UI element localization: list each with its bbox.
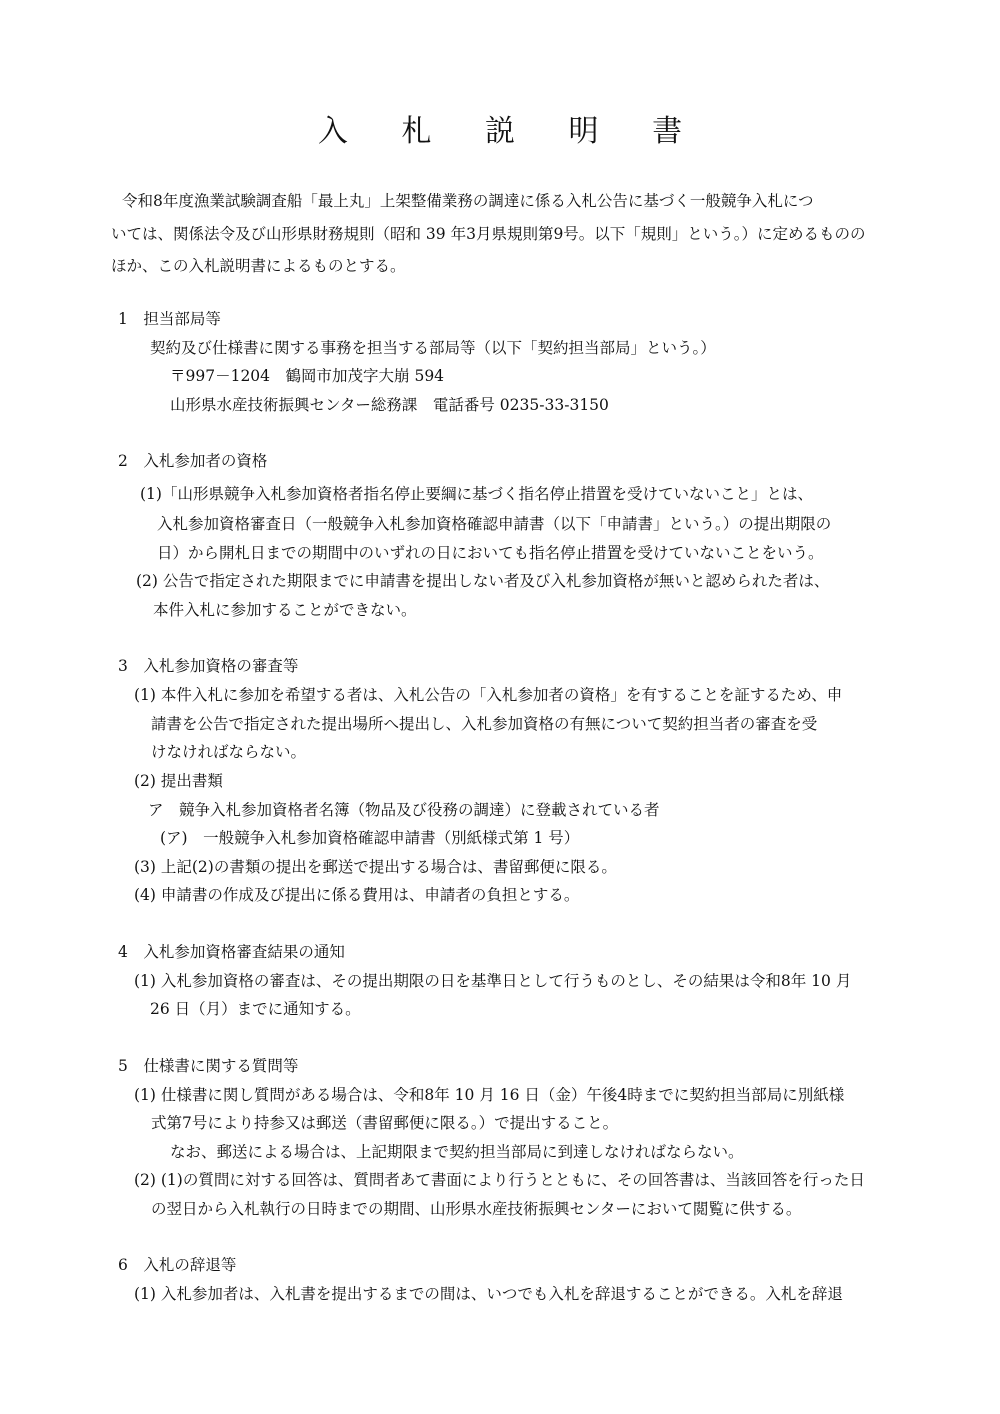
section-text: なお、郵送による場合は、上記期限まで契約担当部局に到達しなければならない。 (170, 1143, 744, 1161)
section-text: ア 競争入札参加資格者名簿（物品及び役務の調達）に登載されている者 (148, 801, 660, 819)
section-text: (2) (1)の質問に対する回答は、質問者あて書面により行うとともに、その回答書は、当該回答を行った日 (134, 1171, 865, 1189)
section-text: 契約及び仕様書に関する事務を担当する部局等（以下「契約担当部局」という。） (150, 339, 716, 357)
section-heading: 1 担当部局等 (118, 310, 221, 328)
document-title: 入 札 説 明 書 (317, 114, 705, 149)
section-text: 〒997－1204 鶴岡市加茂字大崩 594 (170, 367, 445, 385)
section-text: (1) 本件入札に参加を希望する者は、入札公告の「入札参加者の資格」を有することを証するため、申 (134, 686, 843, 704)
section-heading: 6 入札の辞退等 (118, 1256, 237, 1274)
intro-line: ほか、この入札説明書によるものとする。 (111, 257, 406, 275)
section-text: (1) 入札参加資格の審査は、その提出期限の日を基準日として行うものとし、その結果は令和8年 10 月 (134, 972, 852, 990)
section-heading: 3 入札参加資格の審査等 (118, 657, 299, 675)
section-text: 請書を公告で指定された提出場所へ提出し、入札参加資格の有無について契約担当者の審査を受 (151, 715, 818, 733)
intro-line: 令和8年度漁業試験調査船「最上丸」上架整備業務の調達に係る入札公告に基づく一般競争入札につ (122, 192, 814, 210)
section-heading: 5 仕様書に関する質問等 (118, 1057, 299, 1075)
section-text: 本件入札に参加することができない。 (153, 601, 417, 619)
section-heading: 2 入札参加者の資格 (118, 452, 268, 470)
section-text: 式第7号により持参又は郵送（書留郵便に限る。）で提出すること。 (151, 1114, 619, 1132)
section-text: 山形県水産技術振興センター総務課 電話番号 0235-33-3150 (170, 396, 609, 414)
section-text: (ア) 一般競争入札参加資格確認申請書（別紙様式第 1 号） (160, 829, 580, 847)
section-text: 日）から開札日までの期間中のいずれの日においても指名停止措置を受けていないことをいう。 (157, 544, 824, 562)
section-heading: 4 入札参加資格審査結果の通知 (118, 943, 345, 961)
section-text: (2) 公告で指定された期限までに申請書を提出しない者及び入札参加資格が無いと認められた者は、 (136, 572, 830, 590)
section-text: (3) 上記(2)の書類の提出を郵送で提出する場合は、書留郵便に限る。 (134, 858, 617, 876)
section-text: (4) 申請書の作成及び提出に係る費用は、申請者の負担とする。 (134, 886, 580, 904)
section-text: (1) 仕様書に関し質問がある場合は、令和8年 10 月 16 日（金）午後4時までに契約担当部局に別紙様 (134, 1086, 845, 1104)
section-text: (1) 入札参加者は、入札書を提出するまでの間は、いつでも入札を辞退することができる。入札を辞退 (134, 1285, 843, 1303)
section-text: けなければならない。 (151, 743, 307, 761)
section-text: 入札参加資格審査日（一般競争入札参加資格確認申請書（以下「申請書」という。）の提出期限の (157, 515, 832, 533)
section-text: (2) 提出書類 (134, 772, 223, 790)
section-text: 26 日（月）までに通知する。 (150, 1000, 361, 1018)
section-text: の翌日から入札執行の日時までの期間、山形県水産技術振興センターにおいて閲覧に供する。 (151, 1200, 802, 1218)
intro-line: いては、関係法令及び山形県財務規則（昭和 39 年3月県規則第9号。以下「規則」という。）に定めるものの (111, 225, 866, 243)
section-text: (1)「山形県競争入札参加資格者指名停止要綱に基づく指名停止措置を受けていないこと」とは、 (140, 485, 813, 503)
